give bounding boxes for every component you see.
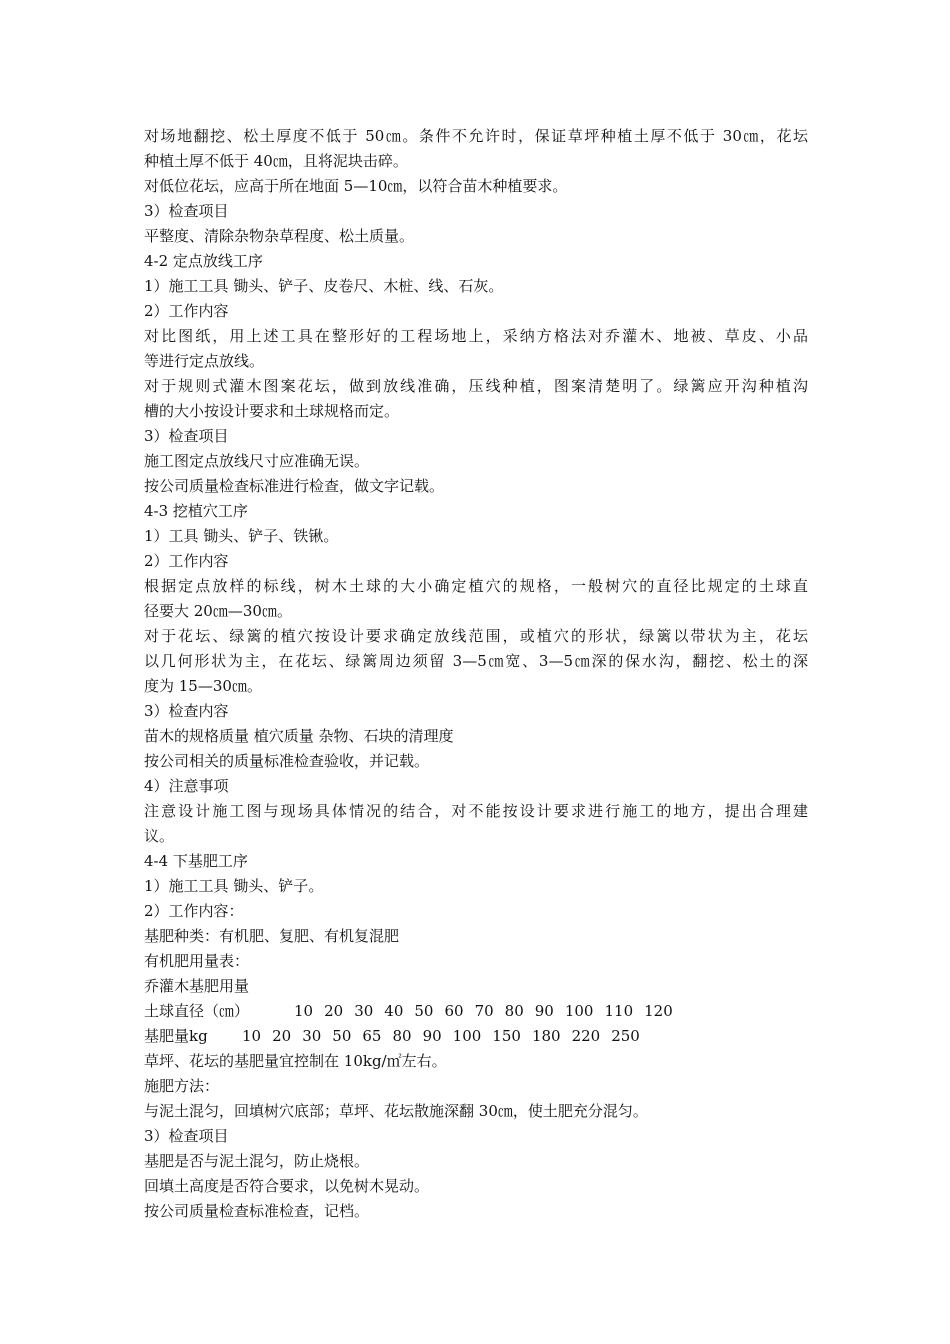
amount-value: 220 (571, 1027, 601, 1045)
paragraph-line: 按公司质量检查标准检查，记档。 (144, 1202, 370, 1220)
paragraph-line: 按公司相关的质量标准检查验收，并记载。 (144, 752, 430, 770)
section-heading: 4-4 下基肥工序 (144, 852, 248, 870)
document-page (144, 124, 808, 1224)
amount-value: 50 (332, 1027, 352, 1045)
paragraph-line: 对比图纸，用上述工具在整形好的工程场地上，采纳方格法对乔灌木、地被、草皮、小品 (144, 327, 808, 345)
section-subheading: 2）工作内容 (144, 302, 229, 320)
section-subheading: 3）检查项目 (144, 427, 229, 445)
section-heading: 4-2 定点放线工序 (144, 252, 263, 270)
diameter-value: 50 (414, 1002, 434, 1020)
paragraph-line: 槽的大小按设计要求和土球规格而定。 (144, 402, 400, 420)
paragraph-line: 回填土高度是否符合要求，以免树木晃动。 (144, 1177, 430, 1195)
paragraph-line: 对于规则式灌木图案花坛，做到放线准确，压线种植，图案清楚明了。绿篱应开沟种植沟 (144, 377, 808, 395)
amount-row (144, 1024, 808, 1049)
section-subheading: 3）检查项目 (144, 202, 229, 220)
paragraph-line: 草坪、花坛的基肥量宜控制在 10kg/㎡左右。 (144, 1052, 447, 1070)
amount-value: 80 (392, 1027, 412, 1045)
paragraph-line: 以几何形状为主，在花坛、绿篱周边须留 3—5㎝宽、3—5㎝深的保水沟，翻挖、松土的深 (144, 652, 808, 670)
diameter-label: 土球直径（㎝） (144, 1002, 250, 1020)
diameter-value: 80 (504, 1002, 524, 1020)
paragraph-line: 等进行定点放线。 (144, 352, 265, 370)
diameter-value: 40 (384, 1002, 404, 1020)
paragraph-line: 对低位花坛，应高于所在地面 5—10㎝，以符合苗木种植要求。 (144, 177, 568, 195)
diameter-value: 120 (644, 1002, 673, 1020)
amount-value: 180 (531, 1027, 561, 1045)
paragraph-line: 度为 15—30㎝。 (144, 677, 262, 695)
paragraph-line: 与泥土混匀，回填树穴底部；草坪、花坛散施深翻 30㎝，使土肥充分混匀。 (144, 1102, 648, 1120)
section-subheading: 3）检查内容 (144, 702, 229, 720)
amount-values (242, 1024, 651, 1049)
paragraph-line: 种植土厚不低于 40㎝，且将泥块击碎。 (144, 152, 408, 170)
amount-value: 150 (492, 1027, 521, 1045)
paragraph-line: 平整度、清除杂物杂草程度、松土质量。 (144, 227, 415, 245)
paragraph-line: 基肥是否与泥土混匀，防止烧根。 (144, 1152, 370, 1170)
section-subheading: 2）工作内容 (144, 552, 229, 570)
diameter-value: 90 (534, 1002, 554, 1020)
paragraph-line: 径要大 20㎝—30㎝。 (144, 602, 292, 620)
amount-value: 10 (242, 1027, 262, 1045)
paragraph-line: 对于花坛、绿篱的植穴按设计要求确定放线范围，或植穴的形状，绿篱以带状为主，花坛 (144, 627, 808, 645)
paragraph-line: 苗木的规格质量 植穴质量 杂物、石块的清理度 (144, 727, 454, 745)
amount-value: 20 (272, 1027, 292, 1045)
diameter-value: 30 (354, 1002, 374, 1020)
section-subheading: 3）检查项目 (144, 1127, 229, 1145)
paragraph-line: 施工图定点放线尺寸应准确无误。 (144, 452, 370, 470)
diameter-value: 60 (444, 1002, 464, 1020)
paragraph-line: 乔灌木基肥用量 (144, 977, 250, 995)
paragraph-line: 根据定点放样的标线，树木土球的大小确定植穴的规格，一般树穴的直径比规定的土球直 (144, 577, 808, 595)
paragraph-line: 按公司质量检查标准进行检查，做文字记载。 (144, 477, 445, 495)
diameter-value: 20 (324, 1002, 344, 1020)
section-heading: 4-3 挖植穴工序 (144, 502, 248, 520)
diameter-values (294, 999, 684, 1024)
diameter-value: 10 (294, 1002, 314, 1020)
paragraph-line: 注意设计施工图与现场具体情况的结合，对不能按设计要求进行施工的地方，提出合理建 (144, 802, 808, 820)
diameter-value: 100 (564, 1002, 594, 1020)
amount-value: 90 (422, 1027, 442, 1045)
diameter-value: 110 (604, 1002, 634, 1020)
paragraph-line: 施肥方法： (144, 1077, 220, 1095)
amount-value: 30 (302, 1027, 322, 1045)
section-subheading: 2）工作内容： (144, 902, 244, 920)
paragraph-line: 有机肥用量表： (144, 952, 250, 970)
paragraph-line: 1）施工工具 锄头、铲子、皮卷尺、木桩、线、石灰。 (144, 277, 504, 295)
paragraph-line: 1）施工工具 锄头、铲子。 (144, 877, 324, 895)
section-subheading: 4）注意事项 (144, 777, 229, 795)
paragraph-line: 1）工具 锄头、铲子、铁锹。 (144, 527, 339, 545)
paragraph-line: 议。 (144, 827, 175, 845)
paragraph-line: 对场地翻挖、松土厚度不低于 50㎝。条件不允许时，保证草坪种植土厚不低于 30㎝，花坛 (144, 127, 808, 145)
amount-value: 65 (362, 1027, 382, 1045)
diameter-value: 70 (474, 1002, 494, 1020)
amount-value: 250 (611, 1027, 640, 1045)
paragraph-line: 基肥种类：有机肥、复肥、有机复混肥 (144, 927, 400, 945)
amount-label: 基肥量kg (144, 1027, 208, 1045)
amount-value: 100 (452, 1027, 482, 1045)
diameter-row (144, 999, 808, 1024)
